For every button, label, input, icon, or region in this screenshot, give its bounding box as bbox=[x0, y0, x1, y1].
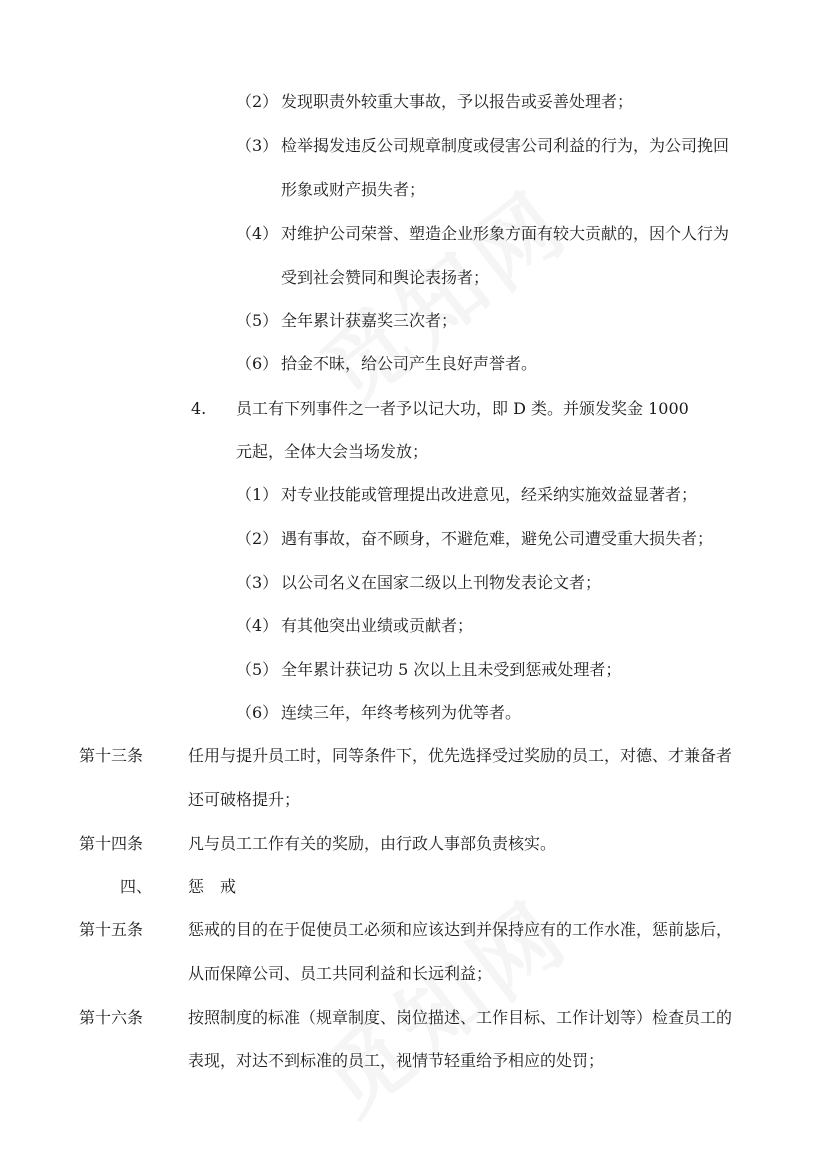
point-number: 4. bbox=[191, 399, 207, 418]
item-text: 对专业技能或管理提出改进意见，经采纳实施效益显著者； bbox=[281, 485, 698, 504]
item-text: 受到社会赞同和舆论表扬者； bbox=[281, 268, 490, 287]
item-number: （2） bbox=[236, 529, 279, 548]
point-text: 元起，全体大会当场发放； bbox=[236, 442, 429, 461]
article-text: 从而保障公司、员工共同利益和长远利益； bbox=[188, 964, 493, 983]
item-number: （5） bbox=[236, 660, 279, 679]
item-text: 拾金不昧，给公司产生良好声誉者。 bbox=[281, 354, 538, 373]
item-number: （3） bbox=[236, 136, 279, 155]
item-text: 形象或财产损失者； bbox=[281, 180, 426, 199]
item-text: 检举揭发违反公司规章制度或侵害公司利益的行为，为公司挽回 bbox=[281, 136, 730, 155]
section-title: 惩 戒 bbox=[188, 877, 237, 896]
item-text: 全年累计获记功 5 次以上且未受到惩戒处理者； bbox=[281, 660, 622, 679]
item-number: （2） bbox=[236, 92, 279, 111]
item-text: 发现职责外较重大事故，予以报告或妥善处理者； bbox=[281, 92, 634, 111]
item-text: 以公司名义在国家二级以上刊物发表论文者； bbox=[281, 573, 602, 592]
item-number: （5） bbox=[236, 311, 279, 330]
item-number: （4） bbox=[236, 224, 279, 243]
article-text: 还可破格提升； bbox=[188, 790, 301, 809]
article-label: 第十四条 bbox=[79, 834, 144, 853]
item-number: （3） bbox=[236, 573, 279, 592]
article-text: 表现，对达不到标准的员工，视情节轻重给予相应的处罚； bbox=[188, 1051, 605, 1070]
article-text: 按照制度的标准（规章制度、岗位描述、工作目标、工作计划等）检查员工的 bbox=[188, 1008, 733, 1027]
article-label: 第十三条 bbox=[79, 746, 144, 765]
watermark bbox=[292, 866, 591, 1137]
item-text: 全年累计获嘉奖三次者； bbox=[281, 311, 458, 330]
article-text: 任用与提升员工时，同等条件下，优先选择受过奖励的员工，对德、才兼备者 bbox=[188, 746, 733, 765]
article-label: 第十六条 bbox=[79, 1008, 144, 1027]
article-label: 第十五条 bbox=[79, 920, 144, 939]
item-number: （6） bbox=[236, 703, 279, 722]
article-text: 惩戒的目的在于促使员工必须和应该达到并保持应有的工作水准，惩前毖后， bbox=[188, 920, 733, 939]
item-text: 对维护公司荣誉、塑造企业形象方面有较大贡献的，因个人行为 bbox=[281, 224, 730, 243]
item-text: 遇有事故，奋不顾身，不避危难，避免公司遭受重大损失者； bbox=[281, 529, 714, 548]
section-number: 四、 bbox=[120, 877, 153, 896]
article-text: 凡与员工工作有关的奖励，由行政人事部负责核实。 bbox=[188, 834, 557, 853]
item-number: （1） bbox=[236, 485, 279, 504]
item-number: （6） bbox=[236, 354, 279, 373]
point-text: 员工有下列事件之一者予以记大功，即 D 类。并颁发奖金 1000 bbox=[236, 399, 689, 418]
item-number: （4） bbox=[236, 616, 279, 635]
item-text: 连续三年，年终考核列为优等者。 bbox=[281, 703, 522, 722]
item-text: 有其他突出业绩或贡献者； bbox=[281, 616, 474, 635]
